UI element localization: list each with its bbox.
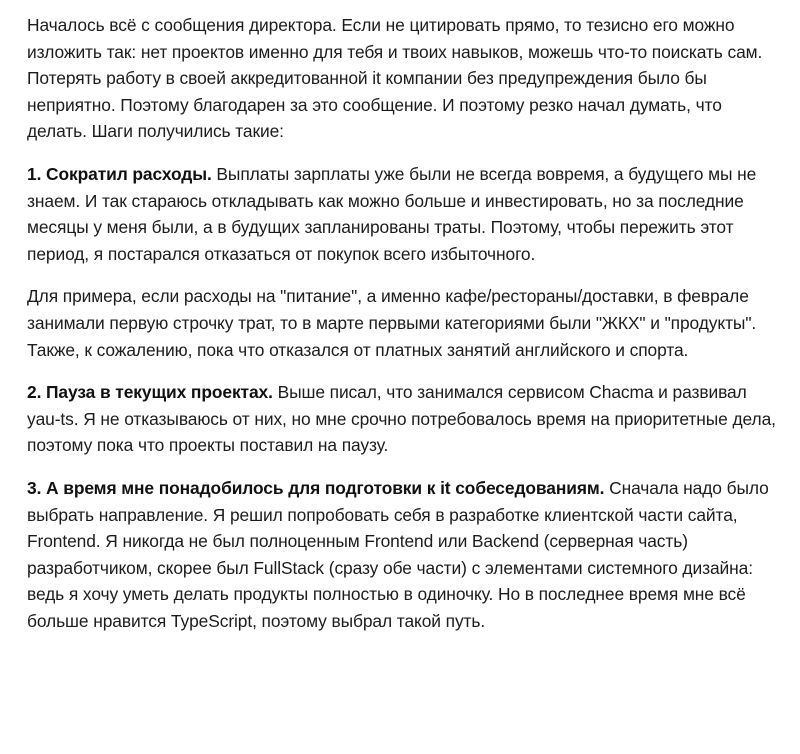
step-text: Выше писал, что занимался сервисом Chacma и развивал yau-ts. Я не отказываюсь от них, но мне срочно потребовалось время на приоритетные дела, поэтому пока что проекты поставил на паузу. <box>27 382 776 456</box>
step-paragraph-cut-expenses <box>27 161 782 267</box>
step-text: Выплаты зарплаты уже были не всегда вовремя, а будущего мы не знаем. И так стараюсь откладывать как можно больше и инвестировать, но за последние месяцы у меня были, а в будущих запланированы траты. Поэтому, чтобы пережить этот период, я постарался отказаться от покупок всего избыточного. <box>27 163 757 264</box>
paragraph-text: Для примера, если расходы на "питание", а именно кафе/рестораны/доставки, в феврале занимали первую строчку трат, то в марте первыми категориями были "ЖКХ" и "продукты". Также, к сожалению, пока что отказался от платных занятий английского и спорта. <box>27 286 757 360</box>
step-paragraph-interview-prep <box>27 475 782 635</box>
intro-paragraph: Началось всё с сообщения директора. Если не цитировать прямо, то тезисно его можно изложить так: нет проектов именно для тебя и твоих навыков, можешь что-то поискать сам. Потерять работу в своей аккредитованной it компании без предупреждения было бы неприятно. Поэтому благодарен за это сообщение. И поэтому резко начал думать, что делать. Шаги получились такие: <box>27 15 763 142</box>
example-paragraph <box>27 283 782 363</box>
step-title: 2. Пауза в текущих проектах. <box>27 382 273 403</box>
step-paragraph-pause-projects <box>27 379 782 459</box>
step-text: Сначала надо было выбрать направление. Я решил попробовать себя в разработке клиентской части сайта, Frontend. Я никогда не был полноценным Frontend или Backend (серверная часть) разработчиком, скорее был FullStack (сразу обе части) с элементами системного дизайна: ведь я хочу уметь делать продукты полностью в одиночку. Но в последнее время мне всё больше нравится TypeScript, поэтому выбрал такой путь. <box>27 477 769 631</box>
step-title: 3. А время мне понадобилось для подготовки к it собеседованиям. <box>27 477 605 498</box>
step-title: 1. Сократил расходы. <box>27 163 212 184</box>
